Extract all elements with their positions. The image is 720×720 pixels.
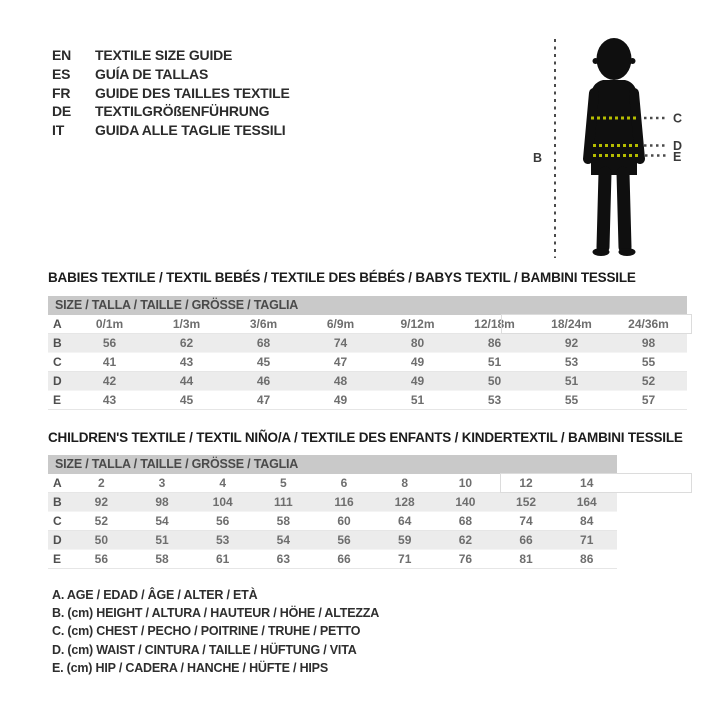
language-row — [52, 65, 290, 84]
table-cell: 48 — [333, 374, 348, 388]
table-cell: 57 — [641, 393, 656, 407]
row-label: D — [53, 374, 62, 388]
table-cell: 152 — [516, 495, 537, 509]
table-cell: 55 — [564, 393, 579, 407]
row-label: B — [53, 495, 62, 509]
table-cell: 49 — [333, 393, 348, 407]
table-cell: 104 — [212, 495, 233, 509]
table-cell: 9/12m — [400, 317, 435, 331]
row-label: A — [53, 476, 62, 490]
table-cell: 84 — [580, 514, 594, 528]
table-cell: 45 — [256, 355, 271, 369]
legend-line: B. (cm) HEIGHT / ALTURA / HAUTEUR / HÖHE / ALTEZZA — [52, 606, 380, 621]
table-cell: 62 — [458, 533, 473, 547]
table-cell: 0/1m — [95, 317, 124, 331]
table-cell: 59 — [398, 533, 412, 547]
babies-size-table — [48, 296, 687, 410]
measurement-legend — [52, 586, 379, 677]
table-row — [48, 391, 687, 410]
table-cell: 49 — [410, 355, 425, 369]
language-title-list — [52, 46, 290, 139]
table-cell: 76 — [458, 552, 473, 566]
table-cell: 71 — [398, 552, 412, 566]
table-cell: 58 — [155, 552, 169, 566]
table-cell: 60 — [337, 514, 351, 528]
language-title: GUIDE DES TAILLES TEXTILE — [95, 84, 290, 101]
hip-label: E — [673, 150, 682, 164]
table-cell: 51 — [487, 355, 502, 369]
babies-section-title: BABIES TEXTILE / TEXTIL BEBÉS / TEXTILE DES BÉBÉS / BABYS TEXTIL / BAMBINI TESSILE — [48, 270, 636, 285]
table-cell: 45 — [179, 393, 194, 407]
table-cell: 63 — [276, 552, 291, 566]
babies-table-body — [48, 315, 687, 410]
table-cell: 64 — [398, 514, 412, 528]
table-cell: 80 — [410, 336, 425, 350]
language-title: GUIDA ALLE TAGLIE TESSILI — [95, 122, 286, 139]
table-cell: 61 — [216, 552, 230, 566]
table-cell: 12 — [519, 476, 533, 490]
table-cell: 140 — [455, 495, 476, 509]
table-row — [48, 474, 617, 493]
table-cell: 111 — [274, 495, 293, 509]
table-cell: 68 — [256, 336, 271, 350]
language-row — [52, 83, 290, 102]
legend-line: E. (cm) HIP / CADERA / HANCHE / HÜFTE / HIPS — [52, 660, 328, 675]
language-code: FR — [52, 84, 71, 101]
table-row — [48, 512, 617, 531]
table-cell: 74 — [333, 336, 348, 350]
table-cell: 5 — [280, 476, 287, 490]
row-label: D — [53, 533, 62, 547]
table-cell: 92 — [564, 336, 579, 350]
table-row — [48, 550, 617, 569]
table-row — [48, 531, 617, 550]
table-cell: 53 — [216, 533, 230, 547]
table-cell: 56 — [94, 552, 109, 566]
table-cell: 54 — [276, 533, 291, 547]
height-label: B — [533, 151, 543, 165]
row-label: B — [53, 336, 62, 350]
table-cell: 44 — [179, 374, 194, 388]
table-cell: 58 — [276, 514, 291, 528]
table-cell: 86 — [487, 336, 502, 350]
row-label: E — [53, 393, 62, 407]
table-cell: 53 — [487, 393, 502, 407]
table-cell: 8 — [401, 476, 409, 490]
table-cell: 98 — [641, 336, 656, 350]
table-cell: 4 — [219, 476, 227, 490]
chest-label: C — [673, 111, 683, 126]
table-cell: 42 — [102, 374, 117, 388]
table-cell: 116 — [334, 495, 354, 509]
table-cell: 56 — [337, 533, 351, 547]
table-cell: 54 — [155, 514, 169, 528]
table-cell: 71 — [580, 533, 594, 547]
table-row — [48, 353, 687, 372]
table-cell: 86 — [580, 552, 594, 566]
measurement-figure — [525, 25, 705, 270]
table-cell: 12/18m — [474, 317, 515, 331]
language-code: ES — [52, 66, 71, 83]
waist-label: D — [673, 139, 683, 153]
table-cell: 43 — [179, 355, 194, 369]
table-cell: 62 — [179, 336, 194, 350]
table-cell: 51 — [155, 533, 169, 547]
table-cell: 56 — [102, 336, 117, 350]
table-cell: 50 — [487, 374, 502, 388]
table-cell: 52 — [641, 374, 656, 388]
children-table-body — [48, 474, 617, 569]
table-cell: 68 — [458, 514, 473, 528]
language-title: TEXTILGRÖßENFÜHRUNG — [95, 103, 270, 120]
table-cell: 66 — [519, 533, 533, 547]
table-cell: 66 — [337, 552, 351, 566]
children-section-title: CHILDREN'S TEXTILE / TEXTIL NIÑO/A / TEXTILE DES ENFANTS / KINDERTEXTIL / BAMBINI TESSILE — [48, 430, 683, 445]
table-cell: 81 — [519, 552, 533, 566]
children-size-table — [48, 455, 617, 569]
table-cell: 49 — [410, 374, 425, 388]
children-table-header: SIZE / TALLA / TAILLE / GRÖSSE / TAGLIA — [48, 455, 617, 474]
table-cell: 10 — [458, 476, 473, 490]
table-cell: 51 — [410, 393, 425, 407]
table-cell: 74 — [519, 514, 533, 528]
row-label: C — [53, 355, 62, 369]
table-cell: 24/36m — [628, 317, 669, 331]
legend-line: C. (cm) CHEST / PECHO / POITRINE / TRUHE / PETTO — [52, 624, 361, 639]
child-silhouette-figure — [525, 25, 705, 270]
table-cell: 92 — [94, 495, 109, 509]
table-cell: 47 — [256, 393, 271, 407]
table-cell: 43 — [102, 393, 117, 407]
babies-table-header: SIZE / TALLA / TAILLE / GRÖSSE / TAGLIA — [48, 296, 687, 315]
table-cell: 52 — [94, 514, 109, 528]
table-cell: 128 — [394, 495, 415, 509]
language-row — [52, 102, 290, 121]
row-label: A — [53, 317, 62, 331]
table-cell: 98 — [155, 495, 169, 509]
table-cell: 6/9m — [326, 317, 355, 331]
table-cell: 50 — [94, 533, 109, 547]
table-cell: 51 — [564, 374, 579, 388]
table-cell: 164 — [576, 495, 597, 509]
row-label: C — [53, 514, 62, 528]
table-cell: 46 — [256, 374, 271, 388]
table-cell: 2 — [97, 476, 105, 490]
table-cell: 14 — [580, 476, 594, 490]
table-cell: 41 — [102, 355, 117, 369]
table-cell: 47 — [333, 355, 348, 369]
table-row — [48, 334, 687, 353]
language-title: TEXTILE SIZE GUIDE — [95, 47, 233, 64]
language-row — [52, 46, 290, 65]
language-code: IT — [52, 122, 65, 139]
table-cell: 6 — [340, 476, 348, 490]
table-cell: 18/24m — [551, 317, 592, 331]
table-cell: 53 — [564, 355, 579, 369]
legend-line: A. AGE / EDAD / ÂGE / ALTER / ETÀ — [52, 588, 258, 602]
table-cell: 55 — [641, 355, 656, 369]
language-row — [52, 121, 290, 140]
table-cell: 1/3m — [172, 317, 201, 331]
table-row — [48, 493, 617, 512]
row-label: E — [53, 552, 62, 566]
language-title: GUÍA DE TALLAS — [95, 66, 209, 83]
table-cell: 3 — [158, 476, 166, 490]
table-row — [48, 372, 687, 391]
table-cell: 56 — [216, 514, 230, 528]
legend-line: D. (cm) WAIST / CINTURA / TAILLE / HÜFTUNG / VITA — [52, 642, 357, 657]
language-code: EN — [52, 47, 72, 64]
table-cell: 3/6m — [249, 317, 278, 331]
language-code: DE — [52, 103, 72, 120]
table-row — [48, 315, 687, 334]
